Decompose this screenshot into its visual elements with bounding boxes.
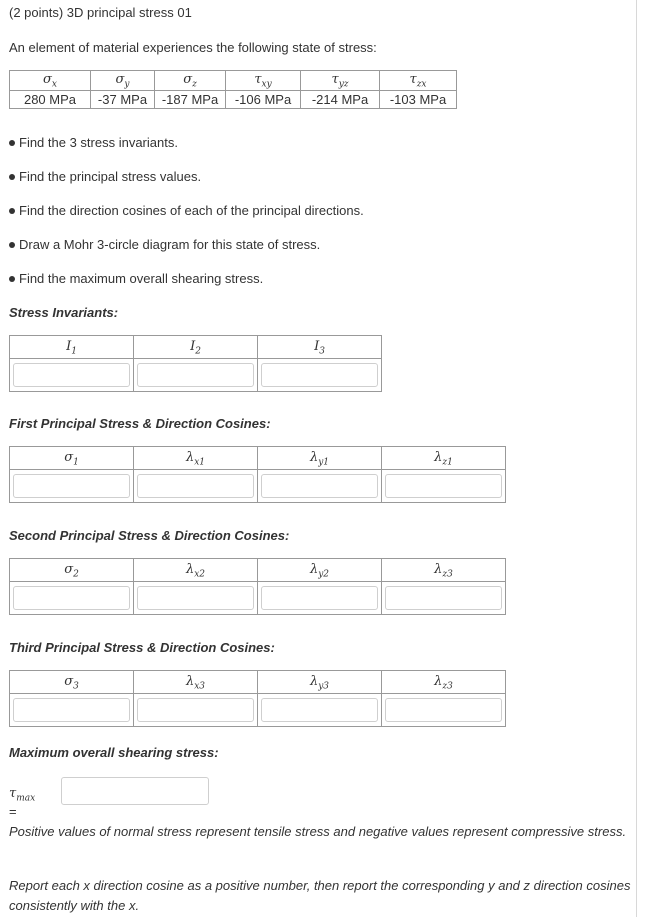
stress-value-sigma-z: -187 MPa bbox=[155, 90, 226, 108]
answer-cell bbox=[258, 470, 382, 503]
invariants-heading: Stress Invariants: bbox=[9, 305, 119, 320]
bullet-icon bbox=[9, 242, 15, 248]
stress-value-tau-yz: -214 MPa bbox=[301, 90, 380, 108]
stress-header-cell: $\sigma_z$ bbox=[155, 71, 226, 91]
stress-value-sigma-x: 280 MPa bbox=[10, 90, 91, 108]
i2-input[interactable] bbox=[137, 363, 254, 387]
answer-cell bbox=[258, 582, 382, 615]
stress-header-cell: $\tau_{yz}$ bbox=[301, 71, 380, 91]
direction-cosine-note: Report each x direction cosine as a positive number, then report the corresponding y and z direction cosines consistently with the x. bbox=[9, 878, 631, 913]
invariant-header-i2: $I_2$ bbox=[134, 336, 258, 359]
lambda-x3-header: $\lambda_{x3}$ bbox=[134, 671, 258, 694]
i1-input[interactable] bbox=[13, 363, 130, 387]
invariant-cell bbox=[134, 359, 258, 392]
stress-header-cell: $\tau_{xy}$ bbox=[226, 71, 301, 91]
stress-header-cell: $\sigma_y$ bbox=[91, 71, 155, 91]
third-principal-table bbox=[9, 670, 506, 727]
tau-max-input[interactable] bbox=[61, 777, 209, 805]
lambda-z2-input[interactable] bbox=[385, 586, 502, 610]
stress-header-row bbox=[10, 71, 457, 91]
bullet-icon bbox=[9, 276, 15, 282]
lambda-y3-input[interactable] bbox=[261, 698, 378, 722]
lambda-x1-input[interactable] bbox=[137, 474, 254, 498]
problem-title: (2 points) 3D principal stress 01 bbox=[9, 5, 192, 20]
lambda-x2-header: $\lambda_{x2}$ bbox=[134, 559, 258, 582]
lambda-z3-input[interactable] bbox=[385, 698, 502, 722]
sigma1-header: $\sigma_1$ bbox=[10, 447, 134, 470]
lambda-y2-input[interactable] bbox=[261, 586, 378, 610]
task-item: Find the 3 stress invariants. bbox=[9, 135, 178, 150]
lambda-y1-header: $\lambda_{y1}$ bbox=[258, 447, 382, 470]
stress-value-tau-xy: -106 MPa bbox=[226, 90, 301, 108]
stress-value-sigma-y: -37 MPa bbox=[91, 90, 155, 108]
stress-value-tau-zx: -103 MPa bbox=[380, 90, 457, 108]
lambda-z2-header: $\lambda_{z3}$ bbox=[382, 559, 506, 582]
sigma2-input[interactable] bbox=[13, 586, 130, 610]
bullet-icon bbox=[9, 174, 15, 180]
invariants-table bbox=[9, 335, 382, 392]
sigma2-header: $\sigma_2$ bbox=[10, 559, 134, 582]
answer-cell bbox=[258, 694, 382, 727]
bullet-icon bbox=[9, 140, 15, 146]
stress-header-cell: $\tau_{zx}$ bbox=[380, 71, 457, 91]
stress-state-table bbox=[9, 70, 457, 109]
answer-cell bbox=[10, 694, 134, 727]
lambda-x1-header: $\lambda_{x1}$ bbox=[134, 447, 258, 470]
stress-header-cell: $\sigma_x$ bbox=[10, 71, 91, 91]
invariant-cell bbox=[10, 359, 134, 392]
i3-input[interactable] bbox=[261, 363, 378, 387]
tau-max-label: $\tau_{max}$ = bbox=[9, 786, 36, 819]
answer-cell bbox=[382, 470, 506, 503]
invariant-header-i3: $I_3$ bbox=[258, 336, 382, 359]
lambda-x2-input[interactable] bbox=[137, 586, 254, 610]
stress-value-row bbox=[10, 90, 457, 108]
lambda-y1-input[interactable] bbox=[261, 474, 378, 498]
task-item: Find the principal stress values. bbox=[9, 169, 201, 184]
invariant-header-i1: $I_1$ bbox=[10, 336, 134, 359]
third-principal-heading: Third Principal Stress & Direction Cosines: bbox=[9, 640, 275, 655]
answer-cell bbox=[134, 582, 258, 615]
task-item: Find the direction cosines of each of the principal directions. bbox=[9, 203, 364, 218]
lambda-z1-input[interactable] bbox=[385, 474, 502, 498]
lambda-y2-header: $\lambda_{y2}$ bbox=[258, 559, 382, 582]
second-principal-heading: Second Principal Stress & Direction Cosines: bbox=[9, 528, 290, 543]
bullet-icon bbox=[9, 208, 15, 214]
answer-cell bbox=[382, 582, 506, 615]
task-item: Find the maximum overall shearing stress. bbox=[9, 271, 263, 286]
first-principal-heading: First Principal Stress & Direction Cosines: bbox=[9, 416, 271, 431]
lambda-y3-header: $\lambda_{y3}$ bbox=[258, 671, 382, 694]
answer-cell bbox=[10, 582, 134, 615]
problem-intro: An element of material experiences the following state of stress: bbox=[9, 40, 377, 55]
answer-cell bbox=[10, 470, 134, 503]
answer-cell bbox=[134, 470, 258, 503]
sigma3-input[interactable] bbox=[13, 698, 130, 722]
sign-convention-note: Positive values of normal stress represent tensile stress and negative values represent compressive stress. bbox=[9, 824, 627, 839]
second-principal-table bbox=[9, 558, 506, 615]
max-shear-heading: Maximum overall shearing stress: bbox=[9, 745, 219, 760]
task-item: Draw a Mohr 3-circle diagram for this state of stress. bbox=[9, 237, 320, 252]
invariant-cell bbox=[258, 359, 382, 392]
lambda-z1-header: $\lambda_{z1}$ bbox=[382, 447, 506, 470]
panel-right-border bbox=[636, 0, 637, 917]
answer-cell bbox=[382, 694, 506, 727]
lambda-x3-input[interactable] bbox=[137, 698, 254, 722]
answer-cell bbox=[134, 694, 258, 727]
first-principal-table bbox=[9, 446, 506, 503]
lambda-z3-header: $\lambda_{z3}$ bbox=[382, 671, 506, 694]
sigma1-input[interactable] bbox=[13, 474, 130, 498]
sigma3-header: $\sigma_3$ bbox=[10, 671, 134, 694]
